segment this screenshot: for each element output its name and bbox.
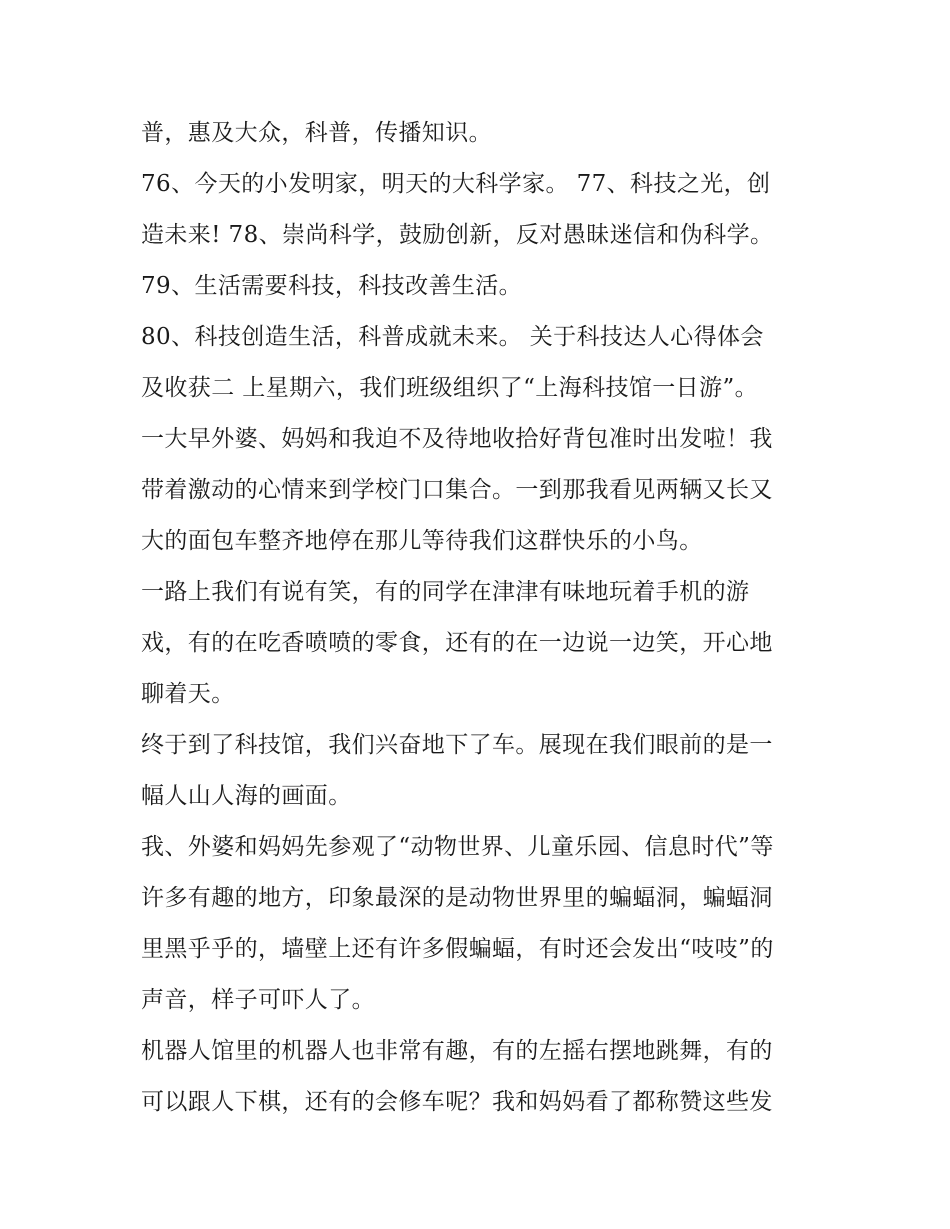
text-line: 及收获二 上星期六，我们班级组织了“上海科技馆一日游”。: [141, 375, 759, 401]
text-line: 带着激动的心情来到学校门口集合。一到那我看见两辆又长又: [141, 477, 773, 503]
text-line: 造未来! 78、崇尚科学，鼓励创新，反对愚昧迷信和伪科学。: [141, 222, 774, 248]
text-line: 一大早外婆、妈妈和我迫不及待地收拾好背包准时出发啦！我: [141, 426, 773, 452]
text-line: 我、外婆和妈妈先参观了“动物世界、儿童乐园、信息时代”等: [141, 834, 774, 860]
text-line: 终于到了科技馆，我们兴奋地下了车。展现在我们眼前的是一: [141, 732, 773, 758]
text-line: 戏，有的在吃香喷喷的零食，还有的在一边说一边笑，开心地: [141, 630, 773, 656]
text-line: 76、今天的小发明家，明天的大科学家。 77、科技之光，创: [141, 171, 771, 197]
text-line: 聊着天。: [141, 681, 235, 707]
text-line: 声音，样子可吓人了。: [141, 987, 375, 1013]
text-line: 一路上我们有说有笑，有的同学在津津有味地玩着手机的游: [141, 579, 750, 605]
text-line: 普，惠及大众，科普，传播知识。: [141, 120, 492, 146]
text-line: 幅人山人海的画面。: [141, 783, 352, 809]
text-line: 许多有趣的地方，印象最深的是动物世界里的蝙蝠洞，蝙蝠洞: [141, 885, 773, 911]
text-line: 机器人馆里的机器人也非常有趣，有的左摇右摆地跳舞，有的: [141, 1038, 773, 1064]
text-line: 79、生活需要科技，科技改善生活。: [141, 273, 523, 299]
text-line: 可以跟人下棋，还有的会修车呢？我和妈妈看了都称赞这些发: [141, 1089, 773, 1115]
text-line: 80、科技创造生活，科普成就未来。 关于科技达人心得体会: [141, 324, 764, 350]
text-line: 大的面包车整齐地停在那儿等待我们这群快乐的小鸟。: [141, 528, 703, 554]
document-body: [141, 108, 821, 1128]
text-line: 里黑乎乎的，墙壁上还有许多假蝙蝠，有时还会发出“吱吱”的: [141, 936, 774, 962]
